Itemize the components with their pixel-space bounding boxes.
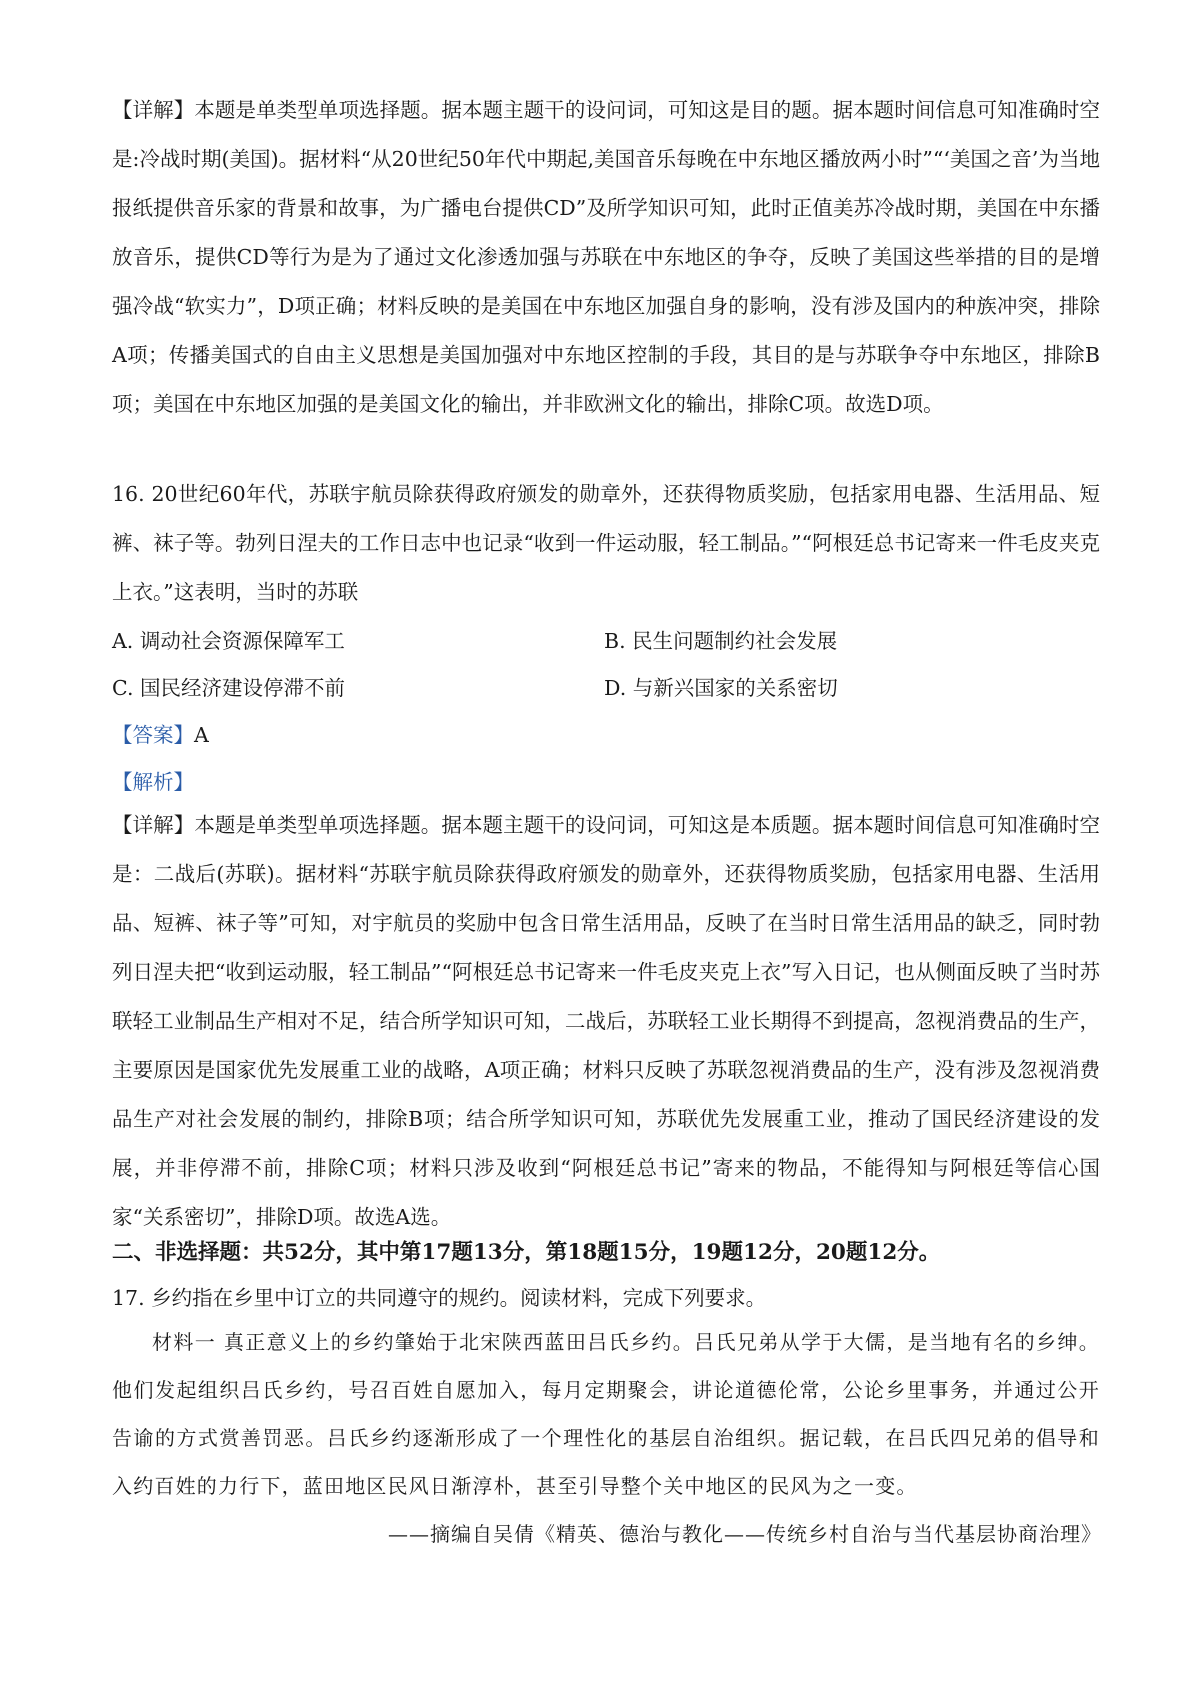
q17-material1: 材料一 真正意义上的乡约肇始于北宋陕西蓝田吕氏乡约。吕氏兄弟从学于大儒，是当地有名的乡绅。他们发起组织吕氏乡约，号召百姓自愿加入，每月定期聚会，讲论道德伦常，公论乡里事务，并通过公开告谕的方式赏善罚恶。吕氏乡约逐渐形成了一个理性化的基层自治组织。据记载，在吕氏四兄弟的倡导和入约百姓的力行下，蓝田地区民风日渐淳朴，甚至引导整个关中地区的民风为之一变。 bbox=[112, 1330, 1100, 1498]
q15-detail bbox=[112, 86, 1100, 429]
section2-heading: 二、非选择题：共52分，其中第17题13分，第18题15分，19题12分，20题12分。 bbox=[112, 1240, 941, 1265]
q16-option-d: D. 与新兴国家的关系密切 bbox=[604, 676, 838, 700]
q17-stem: 17. 乡约指在乡里中订立的共同遵守的规约。阅读材料，完成下列要求。 bbox=[112, 1286, 767, 1310]
q16-option-a: A. 调动社会资源保障军工 bbox=[112, 629, 345, 653]
q15-detail-tag: 【详解】 bbox=[112, 98, 195, 122]
q16-answer-tag: 【答案】 bbox=[112, 723, 194, 747]
q16-option-b: B. 民生问题制约社会发展 bbox=[604, 629, 838, 653]
q16-detail-text: 本题是单类型单项选择题。据本题主题干的设问词，可知这是本质题。据本题时间信息可知准确时空是：二战后(苏联)。据材料“苏联宇航员除获得政府颁发的勋章外，还获得物质奖励，包括家用电器、生活用品、短裤、袜子等”可知，对宇航员的奖励中包含日常生活用品，反映了在当时日常生活用品的缺乏，同时勃列日涅夫把“收到运动服，轻工制品”“阿根廷总书记寄来一件毛皮夹克上衣”写入日记，也从侧面反映了当时苏联轻工业制品生产相对不足，结合所学知识可知，二战后，苏联轻工业长期得不到提高，忽视消费品的生产，主要原因是国家优先发展重工业的战略，A项正确；材料只反映了苏联忽视消费品的生产，没有涉及忽视消费品生产对社会发展的制约，排除B项；结合所学知识可知，苏联优先发展重工业，推动了国民经济建设的发展，并非停滞不前，排除C项；材料只涉及收到“阿根廷总书记”寄来的物品，不能得知与阿根廷等信心国家“关系密切”，排除D项。故选A选。 bbox=[112, 813, 1101, 1229]
q16-analysis-tag: 【解析】 bbox=[112, 770, 194, 794]
q16-detail bbox=[112, 801, 1100, 1242]
q16-option-c: C. 国民经济建设停滞不前 bbox=[112, 676, 345, 700]
q16-answer bbox=[112, 721, 209, 749]
q15-detail-text: 本题是单类型单项选择题。据本题主题干的设问词，可知这是目的题。据本题时间信息可知准确时空是:冷战时期(美国)。据材料“从20世纪50年代中期起,美国音乐每晚在中东地区播放两小时”“‘美国之音’为当地报纸提供音乐家的背景和故事，为广播电台提供CD”及所学知识可知，此时正值美苏冷战时期，美国在中东播放音乐，提供CD等行为是为了通过文化渗透加强与苏联在中东地区的争夺，反映了美国这些举措的目的是增强冷战“软实力”，D项正确；材料反映的是美国在中东地区加强自身的影响，没有涉及国内的种族冲突，排除A项；传播美国式的自由主义思想是美国加强对中东地区控制的手段，其目的是与苏联争夺中东地区，排除B项；美国在中东地区加强的是美国文化的输出，并非欧洲文化的输出，排除C项。故选D项。 bbox=[112, 98, 1101, 416]
q16-detail-tag: 【详解】 bbox=[112, 813, 195, 837]
q16-stem: 16. 20世纪60年代，苏联宇航员除获得政府颁发的勋章外，还获得物质奖励，包括家用电器、生活用品、短裤、袜子等。勃列日涅夫的工作日志中也记录“收到一件运动服，轻工制品。”“阿根廷总书记寄来一件毛皮夹克上衣。”这表明，当时的苏联 bbox=[112, 482, 1100, 604]
q16-answer-value: A bbox=[194, 723, 209, 747]
q17-material1-source: ——摘编自吴倩《精英、德治与教化——传统乡村自治与当代基层协商治理》 bbox=[388, 1522, 1102, 1546]
